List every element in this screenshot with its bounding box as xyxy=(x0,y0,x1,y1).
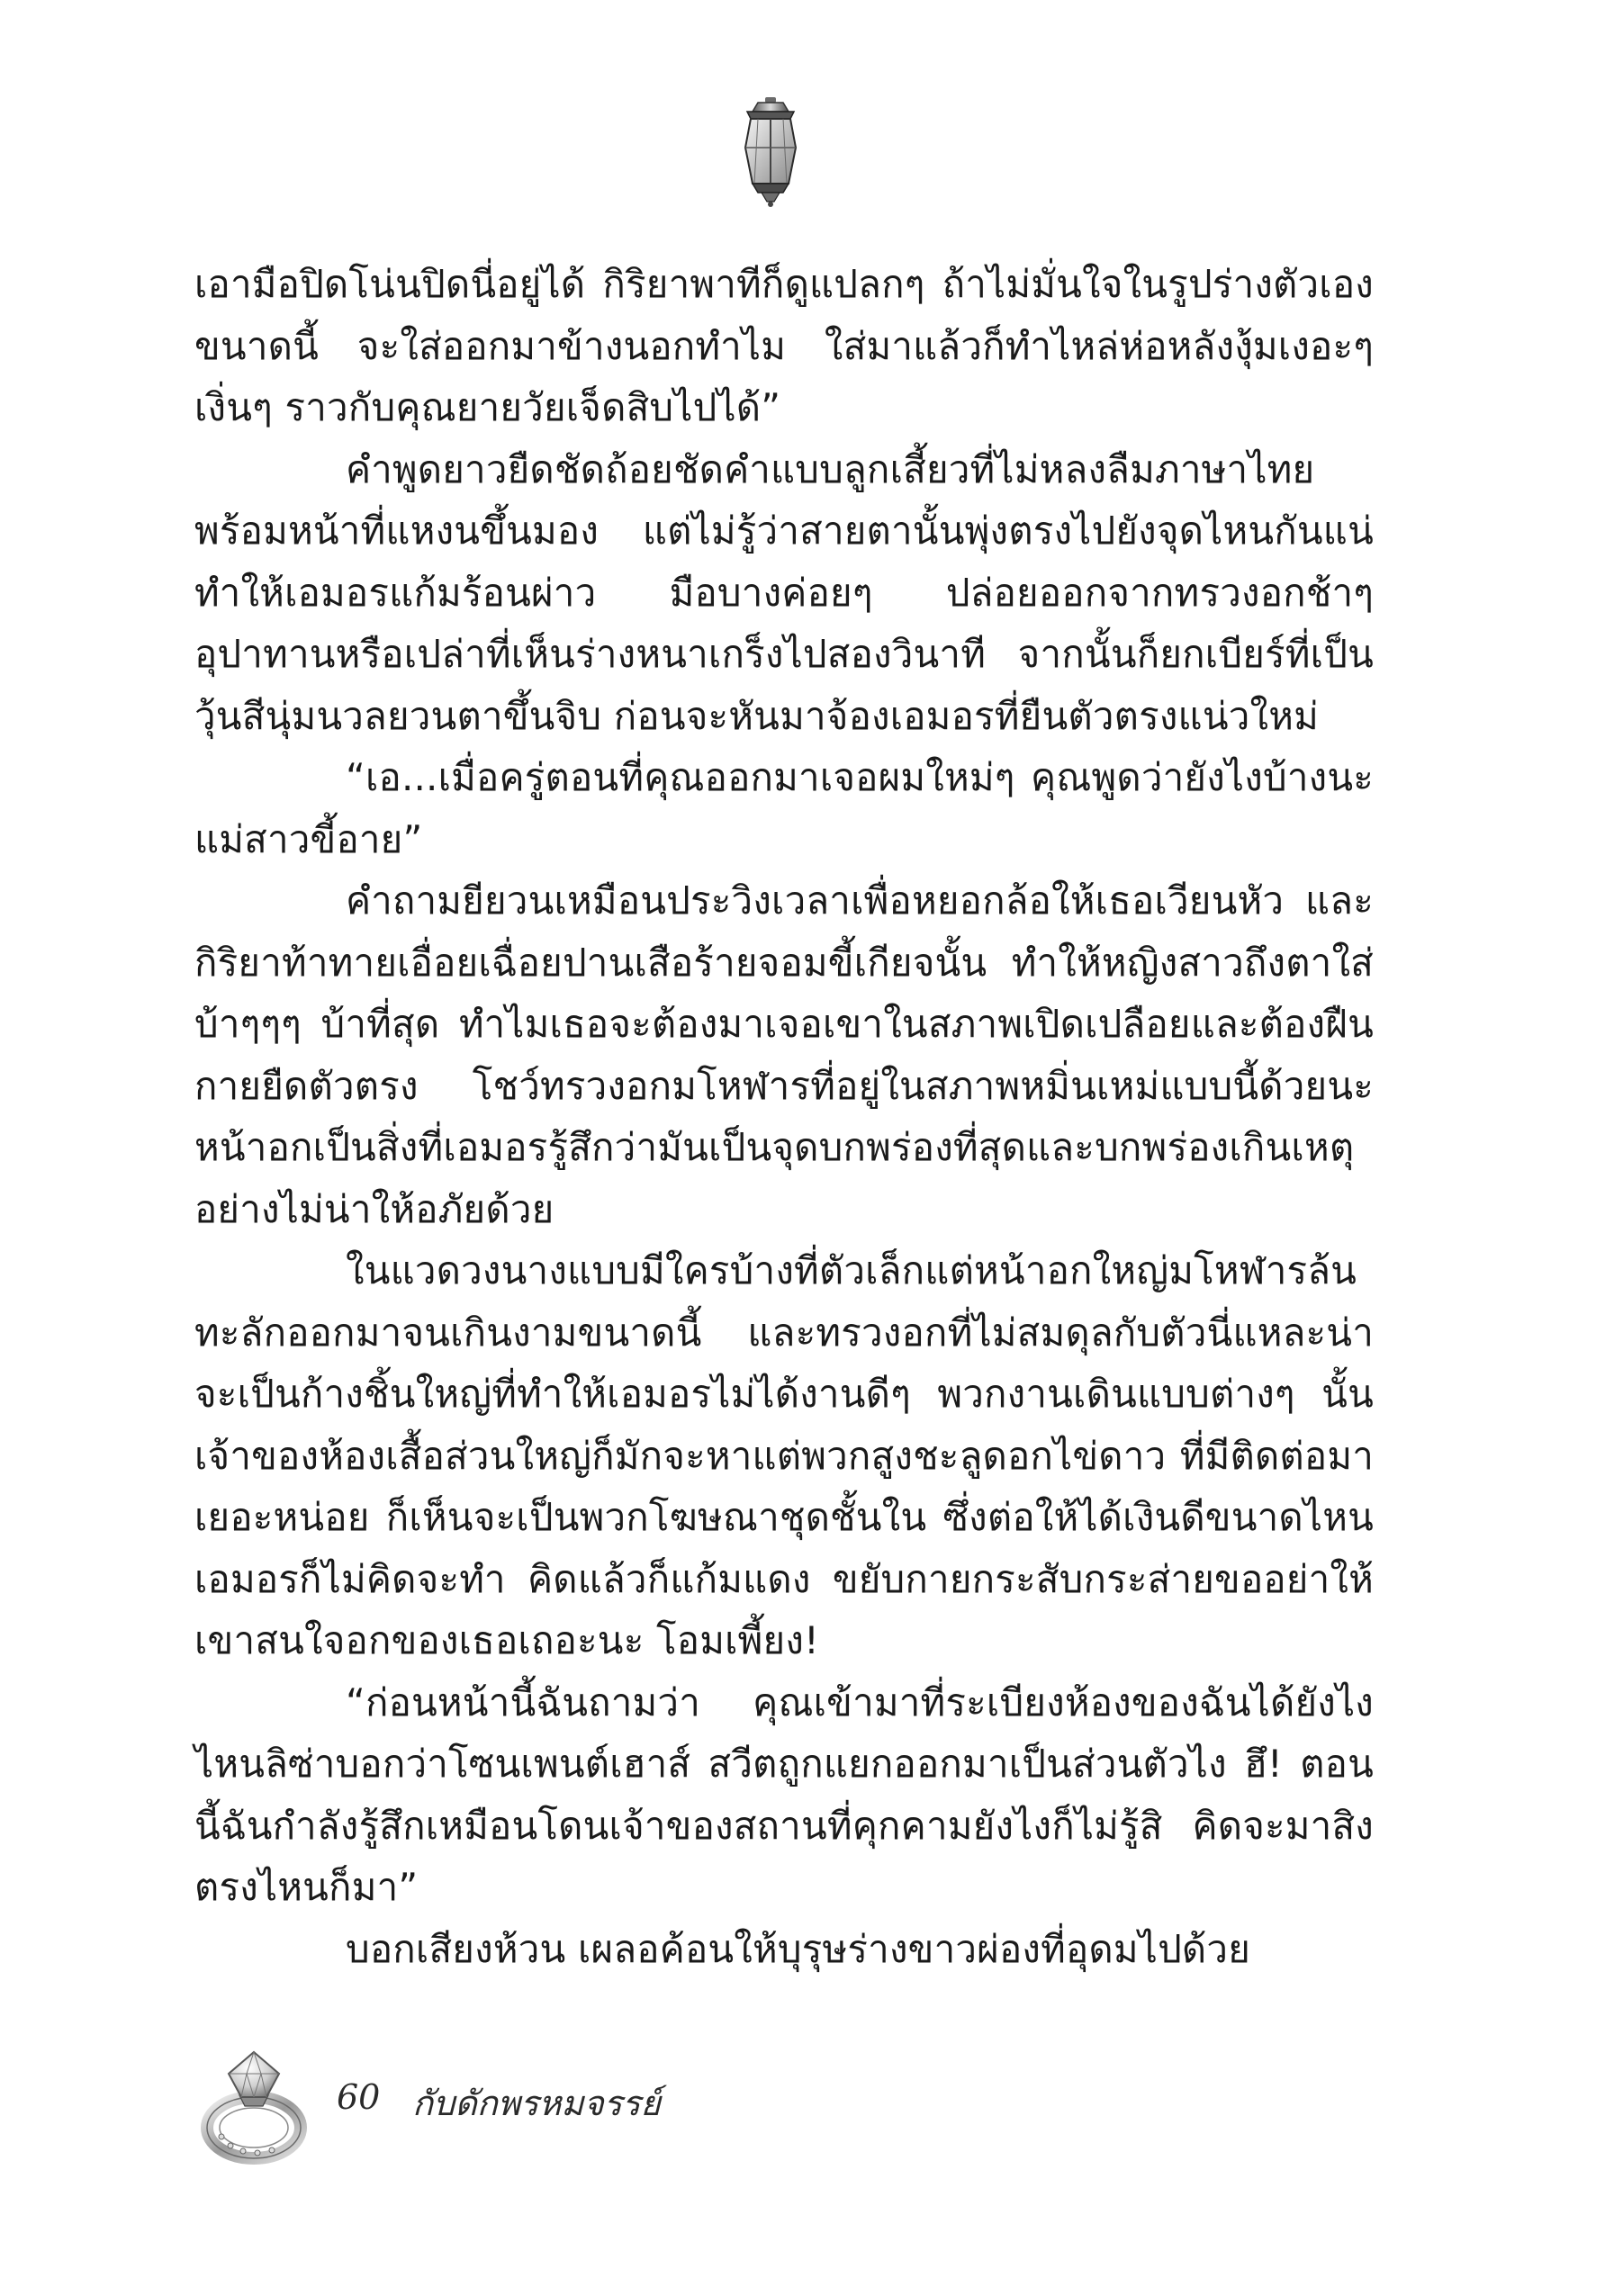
page-number: 60 xyxy=(337,2077,381,2117)
paragraph: คำถามยียวนเหมือนประวิงเวลาเพื่อหยอกล้อให้เธอเวียนหัว และกิริยาท้าทายเอื่อยเฉื่อยปานเสือร้ายจอมขี้เกียจนั้น ทำให้หญิงสาวถึงตาใส่ บ้าๆๆๆ บ้าที่สุด ทำไมเธอจะต้องมาเจอเขาในสภาพเปิดเปลือยและต้องฝืนกายยืดตัวตรง โชว์ทรวงอกมโหฬารที่อยู่ในสภาพหมิ่นเหม่แบบนี้ด้วยนะ หน้าอกเป็นสิ่งที่เอมอรรู้สึกว่ามันเป็นจุดบกพร่องที่สุดและบกพร่องเกินเหตุอย่างไม่น่าให้อภัยด้วย xyxy=(194,878,1374,1231)
diamond-ring-icon xyxy=(194,2043,320,2169)
book-title: กับดักพรหมจรรย์ xyxy=(412,2084,661,2123)
page-footer xyxy=(194,2043,1005,2169)
paragraph: “ก่อนหน้านี้ฉันถามว่า คุณเข้ามาที่ระเบียงห้องของฉันได้ยังไง ไหนลิซ่าบอกว่าโซนเพนต์เฮาส์ สวีตถูกแยกออกมาเป็นส่วนตัวไง ฮึ! ตอนนี้ฉันกำลังรู้สึกเหมือนโดนเจ้าของสถานที่คุกคามยังไงก็ไม่รู้สิ คิดจะมาสิงตรงไหนก็มา” xyxy=(194,1679,1374,1909)
paragraph: คำพูดยาวยืดชัดถ้อยชัดคำแบบลูกเสี้ยวที่ไม่หลงลืมภาษาไทย พร้อมหน้าที่แหงนขึ้นมอง แต่ไม่รู้ว่าสายตานั้นพุ่งตรงไปยังจุดไหนกันแน่ ทำให้เอมอรแก้มร้อนผ่าว มือบางค่อยๆ ปล่อยออกจากทรวงอกช้าๆ อุปาทานหรือเปล่าที่เห็นร่างหนาเกร็งไปสองวินาที จากนั้นก็ยกเบียร์ที่เป็นวุ้นสีนุ่มนวลยวนตาขึ้นจิบ ก่อนจะหันมาจ้องเอมอรที่ยืนตัวตรงแน่วใหม่ xyxy=(194,446,1374,738)
lantern-icon xyxy=(735,95,807,207)
body-text xyxy=(194,254,1374,1980)
paragraph: ในแวดวงนางแบบมีใครบ้างที่ตัวเล็กแต่หน้าอกใหญ่มโหฬารล้นทะลักออกมาจนเกินงามขนาดนี้ และทรวงอกที่ไม่สมดุลกับตัวนี่แหละน่าจะเป็นก้างชิ้นใหญ่ที่ทำให้เอมอรไม่ได้งานดีๆ พวกงานเดินแบบต่างๆ นั้นเจ้าของห้องเสื้อส่วนใหญ่ก็มักจะหาแต่พวกสูงชะลูดอกไข่ดาว ที่มีติดต่อมาเยอะหน่อย ก็เห็นจะเป็นพวกโฆษณาชุดชั้นใน ซึ่งต่อให้ได้เงินดีขนาดไหน เอมอรก็ไม่คิดจะทำ คิดแล้วก็แก้มแดง ขยับกายกระสับกระส่ายขออย่าให้เขาสนใจอกของเธอเถอะนะ โอมเพี้ยง! xyxy=(194,1248,1374,1662)
paragraph: เอามือปิดโน่นปิดนี่อยู่ได้ กิริยาพาทีก็ดูแปลกๆ ถ้าไม่มั่นใจในรูปร่างตัวเองขนาดนี้ จะใส่ออกมาข้างนอกทำไม ใส่มาแล้วก็ทำไหล่ห่อหลังงุ้มเงอะๆ เงิ่นๆ ราวกับคุณยายวัยเจ็ดสิบไปได้” xyxy=(194,262,1374,429)
paragraph: บอกเสียงห้วน เผลอค้อนให้บุรุษร่างขาวผ่องที่อุดมไปด้วย xyxy=(346,1926,1251,1971)
paragraph: “เอ...เมื่อครู่ตอนที่คุณออกมาเจอผมใหม่ๆ คุณพูดว่ายังไงบ้างนะแม่สาวขี้อาย” xyxy=(194,755,1374,861)
